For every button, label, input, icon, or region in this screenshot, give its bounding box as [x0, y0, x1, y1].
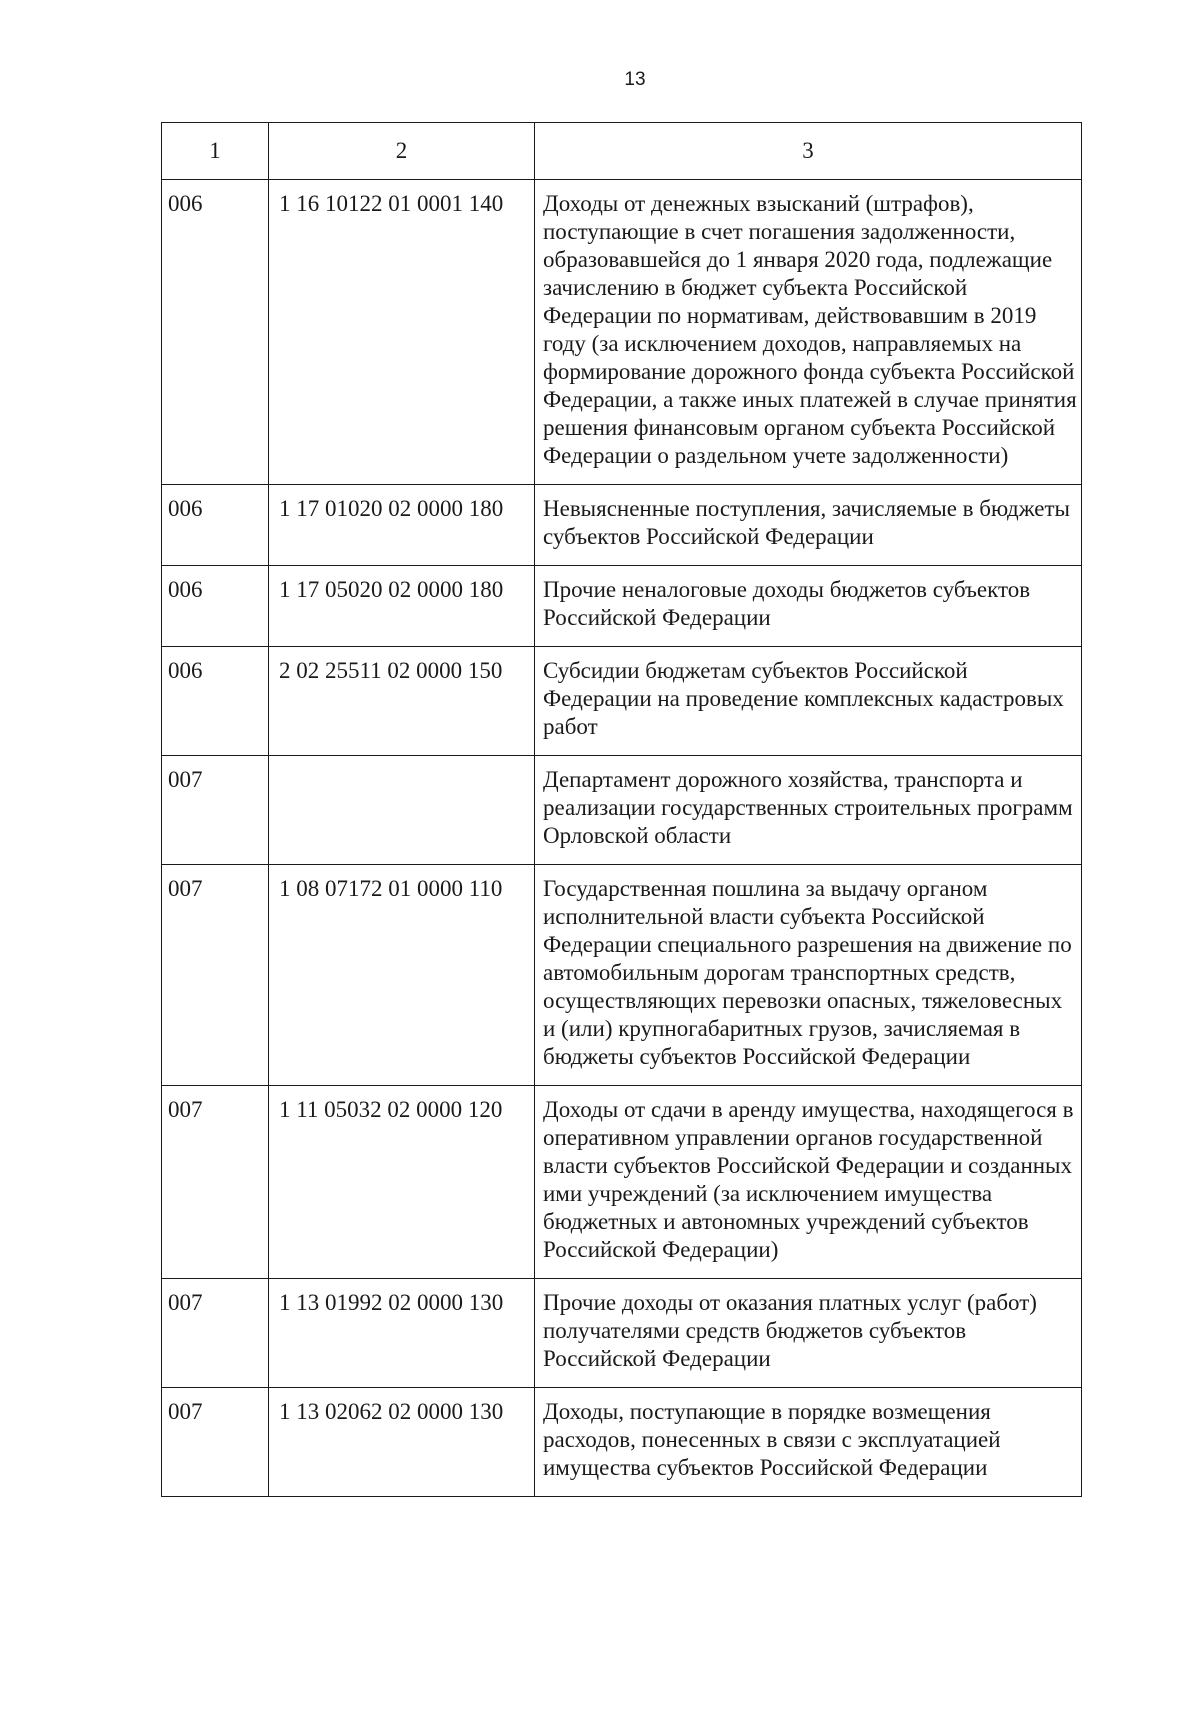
table-body: [162, 180, 1082, 1497]
table-header: [162, 123, 1082, 180]
admin-code-cell: 007: [162, 865, 269, 1086]
admin-code-cell: 006: [162, 485, 269, 566]
table-row: [162, 1279, 1082, 1388]
budget-code-cell: 1 08 07172 01 0000 110: [269, 865, 535, 1086]
budget-code-cell: [269, 756, 535, 865]
description-cell: Прочие доходы от оказания платных услуг (работ) получателями средств бюджетов субъектов Российской Федерации: [535, 1279, 1082, 1388]
admin-code-cell: 007: [162, 756, 269, 865]
budget-code-cell: 1 16 10122 01 0001 140: [269, 180, 535, 485]
revenue-codes-table: [161, 122, 1082, 1497]
admin-code-cell: 007: [162, 1279, 269, 1388]
table-row: [162, 485, 1082, 566]
column-header-2: 2: [269, 123, 535, 180]
admin-code-cell: 006: [162, 566, 269, 647]
header-row: [162, 123, 1082, 180]
description-cell: Доходы от сдачи в аренду имущества, находящегося в оперативном управлении органов государственной власти субъектов Российской Федерации и созданных ими учреждений (за исключением имущества бюджетных и автономных учреждений субъектов Российской Федерации): [535, 1086, 1082, 1279]
budget-code-cell: 1 13 02062 02 0000 130: [269, 1388, 535, 1497]
budget-code-cell: 1 17 01020 02 0000 180: [269, 485, 535, 566]
table-row: [162, 865, 1082, 1086]
description-cell: Департамент дорожного хозяйства, транспорта и реализации государственных строительных программ Орловской области: [535, 756, 1082, 865]
description-cell: Прочие неналоговые доходы бюджетов субъектов Российской Федерации: [535, 566, 1082, 647]
admin-code-cell: 006: [162, 180, 269, 485]
table-row: [162, 566, 1082, 647]
budget-code-cell: 1 13 01992 02 0000 130: [269, 1279, 535, 1388]
budget-code-cell: 1 17 05020 02 0000 180: [269, 566, 535, 647]
column-header-1: 1: [162, 123, 269, 180]
description-cell: Доходы от денежных взысканий (штрафов), поступающие в счет погашения задолженности, образовавшейся до 1 января 2020 года, подлежащие зачислению в бюджет субъекта Российской Федерации по нормативам, действовавшим в 2019 году (за исключением доходов, направляемых на формирование дорожного фонда субъекта Российской Федерации, а также иных платежей в случае принятия решения финансовым органом субъекта Российской Федерации о раздельном учете задолженности): [535, 180, 1082, 485]
description-cell: Субсидии бюджетам субъектов Российской Федерации на проведение комплексных кадастровых работ: [535, 647, 1082, 756]
table-row: [162, 1388, 1082, 1497]
admin-code-cell: 006: [162, 647, 269, 756]
description-cell: Государственная пошлина за выдачу органом исполнительной власти субъекта Российской Федерации специального разрешения на движение по автомобильным дорогам транспортных средств, осуществляющих перевозки опасных, тяжеловесных и (или) крупногабаритных грузов, зачисляемая в бюджеты субъектов Российской Федерации: [535, 865, 1082, 1086]
description-cell: Невыясненные поступления, зачисляемые в бюджеты субъектов Российской Федерации: [535, 485, 1082, 566]
description-cell: Доходы, поступающие в порядке возмещения расходов, понесенных в связи с эксплуатацией имущества субъектов Российской Федерации: [535, 1388, 1082, 1497]
admin-code-cell: 007: [162, 1388, 269, 1497]
table-row: [162, 647, 1082, 756]
table-row: [162, 1086, 1082, 1279]
budget-code-cell: 2 02 25511 02 0000 150: [269, 647, 535, 756]
budget-code-cell: 1 11 05032 02 0000 120: [269, 1086, 535, 1279]
table-row: [162, 756, 1082, 865]
page-number: 13: [624, 69, 646, 90]
column-header-3: 3: [535, 123, 1082, 180]
admin-code-cell: 007: [162, 1086, 269, 1279]
table-row: [162, 180, 1082, 485]
